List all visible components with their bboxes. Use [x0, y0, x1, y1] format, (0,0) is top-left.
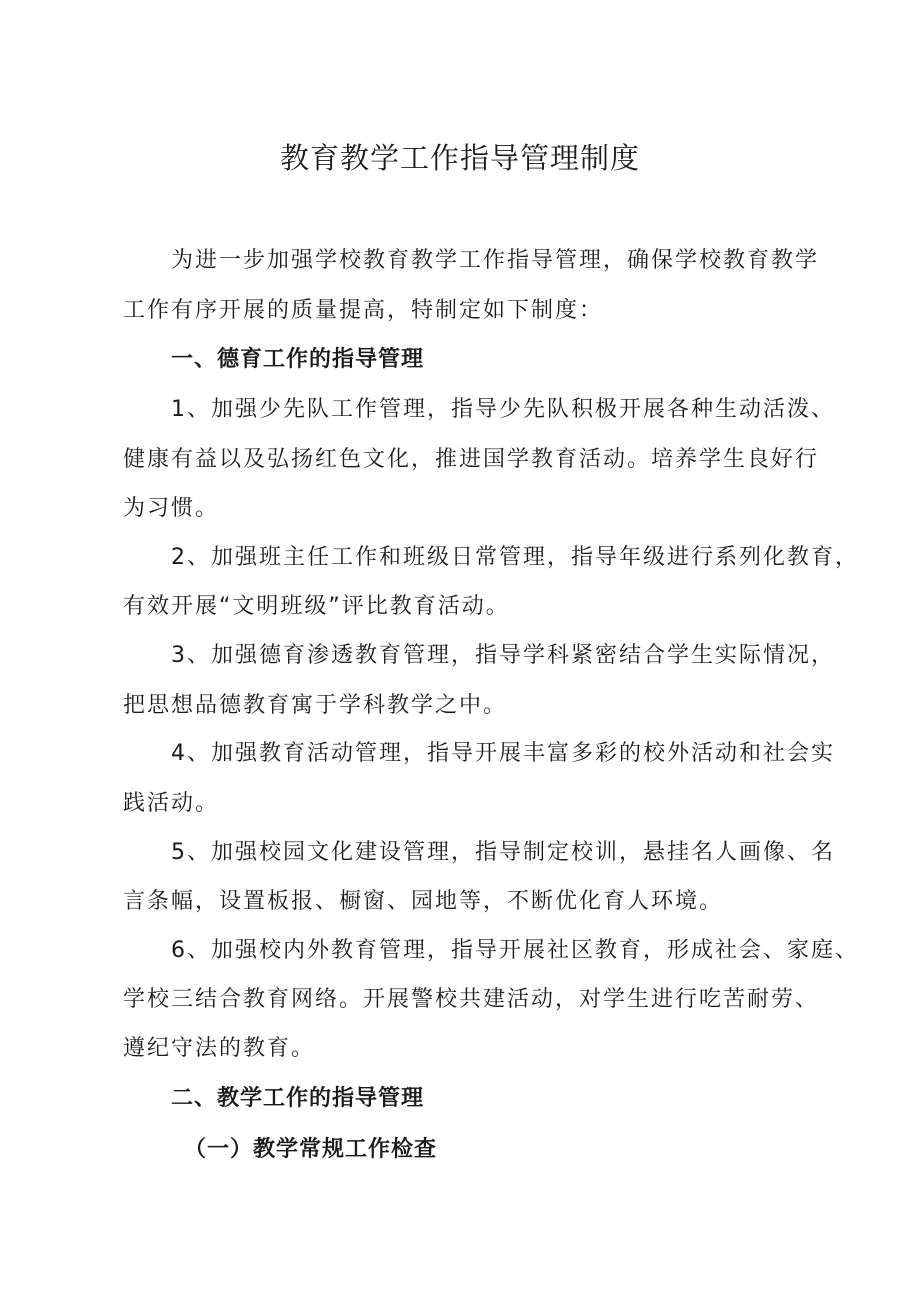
- item-2-line-1: 2、加强班主任工作和班级日常管理，指导年级进行系列化教育，: [171, 545, 859, 570]
- document-title: 教育教学工作指导管理制度: [279, 141, 640, 175]
- item-6-line-2: 学校三结合教育网络。开展警校共建活动，对学生进行吃苦耐劳、: [123, 987, 820, 1012]
- intro-line-2: 工作有序开展的质量提高，特制定如下制度：: [123, 298, 604, 323]
- item-6-line-1: 6、加强校内外教育管理，指导开展社区教育，形成社会、家庭、: [171, 938, 859, 963]
- item-3-line-1: 3、加强德育渗透教育管理，指导学科紧密结合学生实际情况，: [171, 643, 835, 668]
- item-1-line-2: 健康有益以及弘扬红色文化，推进国学教育活动。培养学生良好行: [123, 447, 820, 472]
- item-4-line-1: 4、加强教育活动管理，指导开展丰富多彩的校外活动和社会实: [171, 741, 835, 766]
- intro-line-1: 为进一步加强学校教育教学工作指导管理，确保学校教育教学: [171, 248, 820, 273]
- item-5-line-1: 5、加强校园文化建设管理，指导制定校训，悬挂名人画像、名: [171, 840, 835, 865]
- item-3-line-2: 把思想品德教育寓于学科教学之中。: [123, 693, 508, 718]
- section-1-heading: 一、德育工作的指导管理: [171, 347, 425, 372]
- item-1-line-1: 1、加强少先队工作管理，指导少先队积极开展各种生动活泼、: [171, 397, 835, 422]
- item-5-line-2: 言条幅，设置板报、橱窗、园地等，不断优化育人环境。: [123, 889, 724, 914]
- item-6-line-3: 遵纪守法的教育。: [123, 1036, 316, 1061]
- item-4-line-2: 践活动。: [123, 791, 220, 816]
- section-2-subheading: （一）教学常规工作检查: [184, 1137, 438, 1162]
- item-1-line-3: 为习惯。: [123, 496, 220, 521]
- section-2-heading: 二、教学工作的指导管理: [171, 1086, 425, 1111]
- item-2-line-2: 有效开展“文明班级”评比教育活动。: [123, 594, 510, 619]
